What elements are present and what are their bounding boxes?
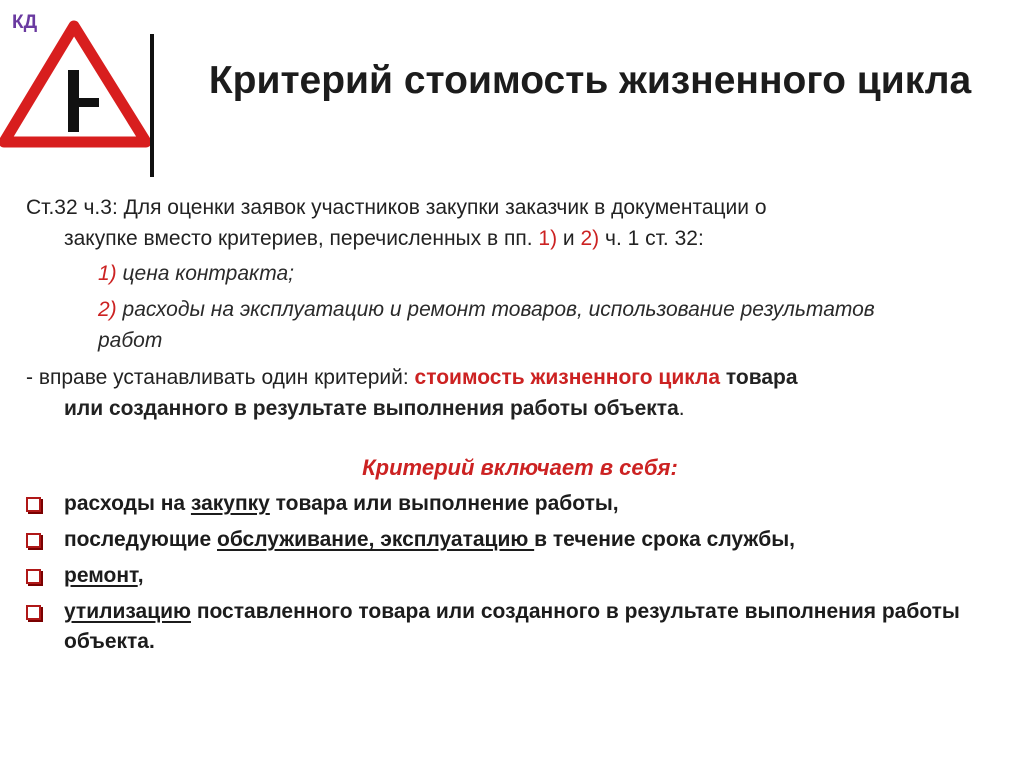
checkbox-bullet-icon <box>26 569 41 584</box>
warning-sign-icon <box>0 18 150 148</box>
article-paragraph <box>26 192 1001 254</box>
criterion-end: . <box>678 397 685 420</box>
criterion-prefix: - вправе устанавливать один критерий: <box>26 366 415 389</box>
ref-1: 1) <box>538 227 558 250</box>
criteria-list <box>24 489 1004 663</box>
sub-item-text: расходы на эксплуатацию и ремонт товаров, использование результатов работ <box>98 298 875 352</box>
sub-item-text: цена контракта; <box>116 262 294 285</box>
line2-end: ч. 1 ст. 32: <box>599 227 704 250</box>
conjunction: и <box>557 227 581 250</box>
item-underlined: обслуживание, эксплуатацию <box>217 528 535 551</box>
line2-start: закупке вместо критериев, перечисленных в пп. <box>64 227 539 250</box>
item-pre: расходы на <box>64 492 191 515</box>
item-pre: последующие <box>64 528 217 551</box>
list-item <box>24 489 1004 519</box>
page-title: Критерий стоимость жизненного цикла <box>208 59 972 102</box>
criterion-bold-mid: товара <box>720 366 798 389</box>
kd-badge: КД <box>12 12 38 33</box>
ref-2: 2) <box>580 227 600 250</box>
criterion-bold-line2: или созданного в результате выполнения работы объекта <box>64 397 679 420</box>
list-item <box>24 561 1004 591</box>
item-underlined: закупку <box>190 492 270 515</box>
criterion-highlight: стоимость жизненного цикла <box>414 366 721 389</box>
item-underlined: ремонт <box>64 564 138 587</box>
checkbox-bullet-icon <box>26 497 41 512</box>
criterion-paragraph <box>26 362 1001 424</box>
item-post: , <box>137 564 144 587</box>
item-underlined: утилизацию <box>64 600 191 623</box>
list-item <box>24 597 1004 657</box>
criterion-line-2 <box>26 393 1001 424</box>
item-post: товара или выполнение работы, <box>269 492 619 515</box>
paragraph-line-1: Ст.32 ч.3: Для оценки заявок участников закупки заказчик в документации о <box>26 196 767 219</box>
item-post: поставленного товара или созданного в результате выполнения работы объекта. <box>64 600 960 653</box>
sub-item-1 <box>98 258 294 289</box>
criteria-heading: Критерий включает в себя: <box>362 455 678 480</box>
title-divider <box>150 34 154 177</box>
list-item <box>24 525 1004 555</box>
sub-item-number: 2) <box>98 298 117 321</box>
sub-item-number: 1) <box>98 262 117 285</box>
checkbox-bullet-icon <box>26 605 41 620</box>
paragraph-line-2 <box>26 223 1001 254</box>
item-post: в течение срока службы, <box>534 528 795 551</box>
checkbox-bullet-icon <box>26 533 41 548</box>
sub-item-2 <box>98 294 938 356</box>
